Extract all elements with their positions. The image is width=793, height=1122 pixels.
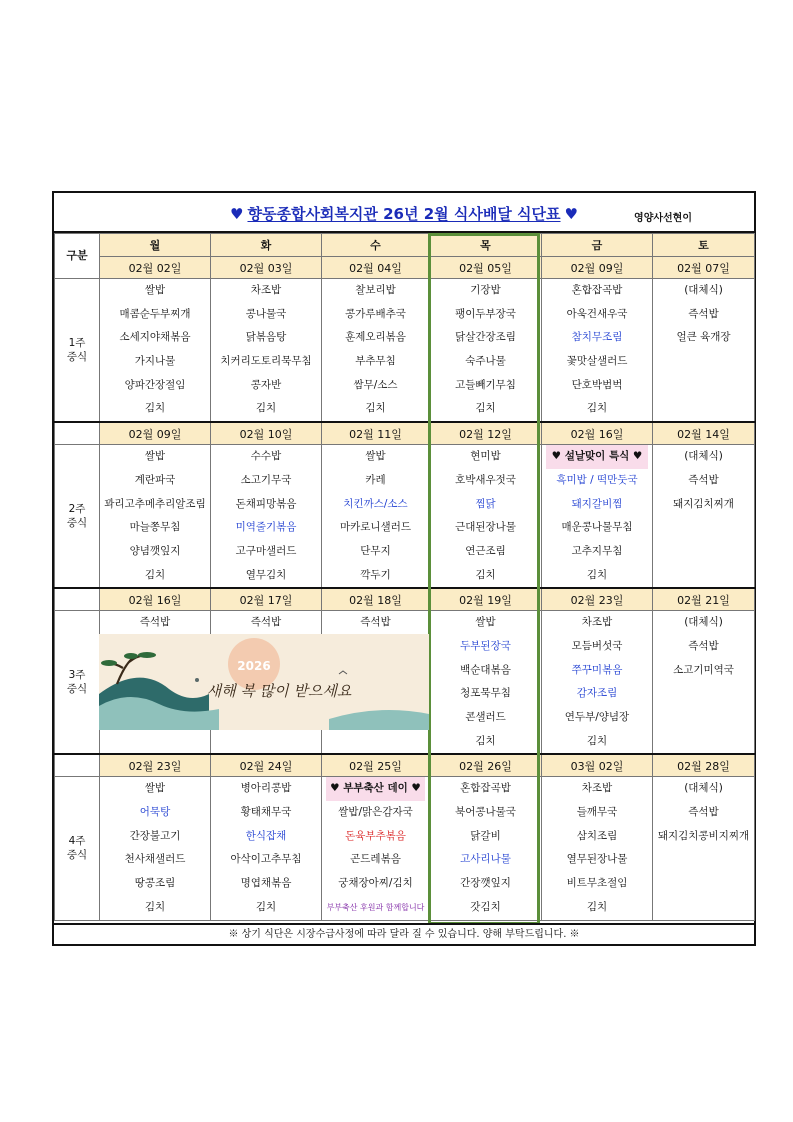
- menu-item: 김치: [475, 568, 496, 581]
- menu-item: 쌀밥: [144, 782, 166, 795]
- meal-cell: [322, 445, 430, 589]
- week-number: 1주: [68, 337, 86, 350]
- menu-item: 백순대볶음: [460, 663, 511, 676]
- menu-item: [653, 848, 754, 872]
- title-label: 향동종합사회복지관 26년 2월 식사배달 식단표: [247, 205, 561, 223]
- menu-item: 명엽채볶음: [240, 877, 292, 890]
- menu-item: 찰보리밥: [355, 284, 396, 296]
- menu-item: 아욱건새우국: [566, 307, 628, 320]
- date-cell: 02월 21일: [653, 588, 755, 611]
- menu-item: 차조밥: [250, 284, 282, 296]
- date-cell: 02월 26일: [430, 754, 542, 777]
- meal-cell: [430, 445, 542, 589]
- sponsor-note: 부부축산 후원과 함께합니다: [326, 902, 425, 912]
- week-label: [55, 611, 100, 755]
- title-row: [54, 193, 754, 233]
- menu-item: 소세지야채볶음: [119, 331, 191, 344]
- menu-item: 부추무침: [355, 355, 396, 368]
- menu-item: 김치: [144, 568, 166, 581]
- day-header: 금: [542, 234, 653, 257]
- menu-item: 돈채피망볶음: [235, 497, 297, 510]
- menu-item: 닭살간장조림: [455, 331, 516, 344]
- menu-item: [322, 730, 429, 754]
- heart-icon: ♥: [230, 205, 244, 223]
- menu-item: [653, 540, 754, 564]
- menu-item: 어묵탕: [139, 806, 171, 819]
- menu-item: 쌀밥: [475, 616, 496, 629]
- menu-item: 김치: [144, 402, 166, 415]
- meal-type: 중식: [66, 849, 88, 862]
- day-header: 토: [653, 234, 755, 257]
- menu-item: 연두부/양념장: [564, 711, 630, 723]
- date-cell: 02월 04일: [322, 257, 430, 279]
- meal-cell: [542, 611, 653, 755]
- menu-item: 북어콩나물국: [455, 806, 516, 819]
- menu-item: 즉석밥: [688, 639, 719, 652]
- menu-item: 삼치조림: [576, 829, 618, 842]
- menu-item: 김치: [475, 734, 496, 747]
- meal-cell: [653, 777, 755, 920]
- menu-item: 마카로니샐러드: [339, 521, 411, 534]
- meal-cell: [100, 445, 211, 589]
- menu-item: 훈제오리볶음: [345, 331, 406, 344]
- menu-item: 꽈리고추메추리알조림: [104, 497, 206, 510]
- menu-item: 모듬버섯국: [571, 639, 623, 652]
- menu-item: 계란파국: [134, 473, 176, 486]
- menu-item: [653, 397, 754, 421]
- day-header: 월: [100, 234, 211, 257]
- menu-item: (대체식): [684, 616, 723, 629]
- menu-item: 꽃맛살샐러드: [566, 355, 628, 368]
- menu-item: [653, 350, 754, 374]
- week-number: 2주: [68, 503, 86, 516]
- meal-cell: [542, 279, 653, 423]
- meal-cell: [653, 279, 755, 423]
- meal-cell: [430, 611, 542, 755]
- menu-item: [653, 682, 754, 706]
- gubun-spacer: [55, 754, 100, 777]
- meal-cell: [100, 777, 211, 920]
- menu-item: 김치: [475, 402, 496, 415]
- menu-item: [100, 730, 210, 754]
- menu-item: 청포묵무침: [460, 687, 511, 700]
- menu-table: [54, 233, 755, 921]
- menu-item: 기장밥: [470, 284, 501, 296]
- menu-item: 단무지: [360, 544, 391, 557]
- date-cell: 02월 23일: [100, 754, 211, 777]
- menu-item: 감자조림: [576, 687, 618, 700]
- menu-item: [653, 564, 754, 588]
- menu-item: 차조밥: [581, 616, 613, 629]
- meal-cell: [542, 445, 653, 589]
- new-year-banner: [99, 634, 429, 730]
- date-cell: 02월 17일: [211, 588, 322, 611]
- menu-item: 미역줄기볶음: [235, 521, 297, 534]
- meal-cell: [211, 445, 322, 589]
- menu-item: 아삭이고추무침: [230, 853, 302, 866]
- menu-item: 쌀밥/맑은감자국: [338, 806, 413, 819]
- menu-item: 김치: [365, 402, 386, 415]
- menu-item: 닭갈비: [470, 829, 501, 842]
- menu-item: 가지나물: [134, 355, 176, 368]
- menu-item: 김치: [586, 568, 608, 581]
- menu-item: 즉석밥: [688, 307, 719, 320]
- menu-item: 열무김치: [245, 568, 287, 581]
- menu-item: 들깨무국: [576, 806, 618, 819]
- banner-greeting: 새해 복 많이 받으세요: [206, 682, 352, 700]
- menu-item: (대체식): [684, 782, 723, 795]
- menu-item: 김치: [586, 734, 608, 747]
- menu-item: 병아리콩밥: [240, 782, 292, 795]
- menu-item: 땅콩조림: [134, 877, 176, 890]
- menu-item: 한식잡채: [245, 829, 287, 842]
- menu-item: 소고기미역국: [673, 663, 734, 676]
- nutritionist-name: 영양사선현이: [634, 213, 692, 224]
- menu-item: 호박새우젓국: [455, 473, 516, 486]
- meal-type: 중식: [66, 351, 88, 364]
- menu-item: 쌈무/소스: [353, 378, 398, 391]
- menu-item: 찜닭: [475, 497, 496, 510]
- date-cell: 02월 23일: [542, 588, 653, 611]
- menu-item: 곤드레볶음: [350, 853, 401, 866]
- date-cell: 02월 07일: [653, 257, 755, 279]
- menu-item: 김치: [144, 900, 166, 913]
- menu-item: 김치: [586, 900, 608, 913]
- menu-item: 카레: [365, 473, 386, 486]
- gubun-spacer: [55, 588, 100, 611]
- meal-cell: [322, 777, 430, 920]
- menu-item: 궁채장아찌/김치: [338, 877, 413, 890]
- menu-item: 매콤순두부찌개: [119, 307, 191, 320]
- week-label: [55, 279, 100, 423]
- meal-cell: [542, 777, 653, 920]
- menu-item: 콩나물국: [245, 307, 287, 320]
- menu-item: 현미밥: [470, 450, 501, 463]
- day-header: 화: [211, 234, 322, 257]
- menu-item: 쌀밥: [144, 450, 166, 463]
- menu-item: 간장불고기: [129, 829, 181, 842]
- date-cell: 02월 12일: [430, 422, 542, 445]
- week-number: 3주: [68, 669, 86, 682]
- menu-item: 갓김치: [470, 900, 501, 913]
- menu-item: 쌀밥: [144, 284, 166, 296]
- menu-item: 열무된장나물: [566, 853, 628, 866]
- meal-cell: [430, 279, 542, 423]
- menu-item: [653, 896, 754, 920]
- date-cell: 02월 14일: [653, 422, 755, 445]
- date-cell: 02월 09일: [100, 422, 211, 445]
- menu-item: [653, 706, 754, 730]
- special-day-banner: ♥ 설날맞이 특식 ♥: [546, 445, 648, 469]
- menu-item: 콩가루배추국: [345, 307, 406, 320]
- menu-item: (대체식): [684, 450, 723, 463]
- menu-item: 고추지무침: [571, 544, 623, 557]
- menu-item: 콩자반: [250, 378, 282, 391]
- date-cell: 02월 10일: [211, 422, 322, 445]
- menu-item: [653, 516, 754, 540]
- menu-item: 쭈꾸미볶음: [571, 663, 623, 676]
- date-cell: 02월 02일: [100, 257, 211, 279]
- menu-item: 김치: [255, 900, 277, 913]
- menu-item: 팽이두부장국: [455, 307, 516, 320]
- menu-item: 즉석밥: [250, 616, 282, 629]
- week-label: [55, 777, 100, 920]
- menu-item: 치킨까스/소스: [343, 497, 408, 510]
- menu-item: 치커리도토리묵무침: [220, 355, 312, 368]
- menu-item: 수수밥: [250, 450, 282, 463]
- date-cell: 02월 03일: [211, 257, 322, 279]
- meal-cell: [653, 445, 755, 589]
- menu-item: 연근조림: [465, 544, 506, 557]
- menu-item: 돈육부추볶음: [345, 829, 406, 842]
- menu-item: 김치: [255, 402, 277, 415]
- menu-item: 두부된장국: [460, 639, 511, 652]
- menu-item: 고구마샐러드: [235, 544, 297, 557]
- menu-frame: [52, 191, 756, 946]
- menu-item: 즉석밥: [688, 473, 719, 486]
- meal-cell: [430, 777, 542, 920]
- date-cell: 02월 24일: [211, 754, 322, 777]
- date-cell: 02월 16일: [100, 588, 211, 611]
- menu-item: 깍두기: [360, 568, 391, 581]
- menu-item: 돼지갈비찜: [571, 497, 623, 510]
- date-cell: 02월 11일: [322, 422, 430, 445]
- menu-item: 차조밥: [581, 782, 613, 795]
- menu-item: 즉석밥: [688, 806, 719, 819]
- menu-item: 황태채무국: [240, 806, 292, 819]
- menu-item: 콘샐러드: [465, 711, 506, 723]
- menu-item: 단호박범벅: [571, 378, 623, 391]
- date-cell: 02월 18일: [322, 588, 430, 611]
- menu-item: [653, 730, 754, 754]
- menu-item: 즉석밥: [360, 616, 391, 629]
- meal-cell: [211, 777, 322, 920]
- meal-type: 중식: [66, 683, 88, 696]
- meal-cell: [100, 279, 211, 423]
- menu-item: 양파간장절임: [124, 378, 186, 391]
- date-cell: 02월 05일: [430, 257, 542, 279]
- gubun-header: 구분: [55, 234, 100, 279]
- date-cell: 03월 02일: [542, 754, 653, 777]
- menu-item: 양념깻잎지: [129, 544, 181, 557]
- week-number: 4주: [68, 835, 86, 848]
- menu-item: 쌀밥: [365, 450, 386, 463]
- menu-item: [653, 872, 754, 896]
- menu-item: (대체식): [684, 284, 723, 296]
- heart-icon: ♥: [564, 205, 578, 223]
- date-cell: 02월 28일: [653, 754, 755, 777]
- date-cell: 02월 09일: [542, 257, 653, 279]
- date-cell: 02월 19일: [430, 588, 542, 611]
- menu-item: 닭볶음탕: [245, 331, 287, 344]
- menu-item: 간장깻잎지: [460, 877, 511, 890]
- menu-item: 즉석밥: [139, 616, 171, 629]
- date-cell: 02월 16일: [542, 422, 653, 445]
- menu-item: [211, 730, 321, 754]
- meal-cell: [653, 611, 755, 755]
- menu-item: 근대된장나물: [455, 521, 516, 534]
- gubun-spacer: [55, 422, 100, 445]
- day-header: 수: [322, 234, 430, 257]
- menu-item: 김치: [586, 402, 608, 415]
- menu-item: 혼합잡곡밥: [571, 284, 623, 296]
- date-cell: 02월 25일: [322, 754, 430, 777]
- meal-type: 중식: [66, 517, 88, 530]
- menu-item: 숙주나물: [465, 355, 506, 368]
- week-label: [55, 445, 100, 589]
- footer-notice: ※ 상기 식단은 시장수급사정에 따라 달라 질 수 있습니다. 양해 부탁드립니다. ※: [54, 923, 754, 944]
- menu-item: 흑미밥 / 떡만둣국: [556, 473, 638, 486]
- meal-cell: [322, 279, 430, 423]
- banner-year: 2026: [237, 659, 271, 673]
- menu-item: 고사리나물: [460, 853, 511, 866]
- menu-item: 고들빼기무침: [455, 378, 516, 391]
- menu-item: 소고기무국: [240, 473, 292, 486]
- menu-item: 참치무조림: [571, 331, 623, 344]
- menu-item: 천사채샐러드: [124, 853, 186, 866]
- menu-item: 돼지김치콩비지찌개: [657, 829, 750, 842]
- menu-item: [653, 374, 754, 398]
- meal-cell: [211, 279, 322, 423]
- menu-item: 비트무초절임: [566, 877, 628, 890]
- menu-item: 마늘쫑무침: [129, 521, 181, 534]
- menu-item: 혼합잡곡밥: [460, 782, 511, 795]
- menu-item: 얼큰 육개장: [676, 331, 731, 344]
- special-day-banner: ♥ 부부축산 데이 ♥: [326, 777, 425, 801]
- day-header: 목: [430, 234, 542, 257]
- menu-item: 매운콩나물무침: [561, 521, 633, 534]
- menu-item: 돼지김치찌개: [673, 497, 734, 510]
